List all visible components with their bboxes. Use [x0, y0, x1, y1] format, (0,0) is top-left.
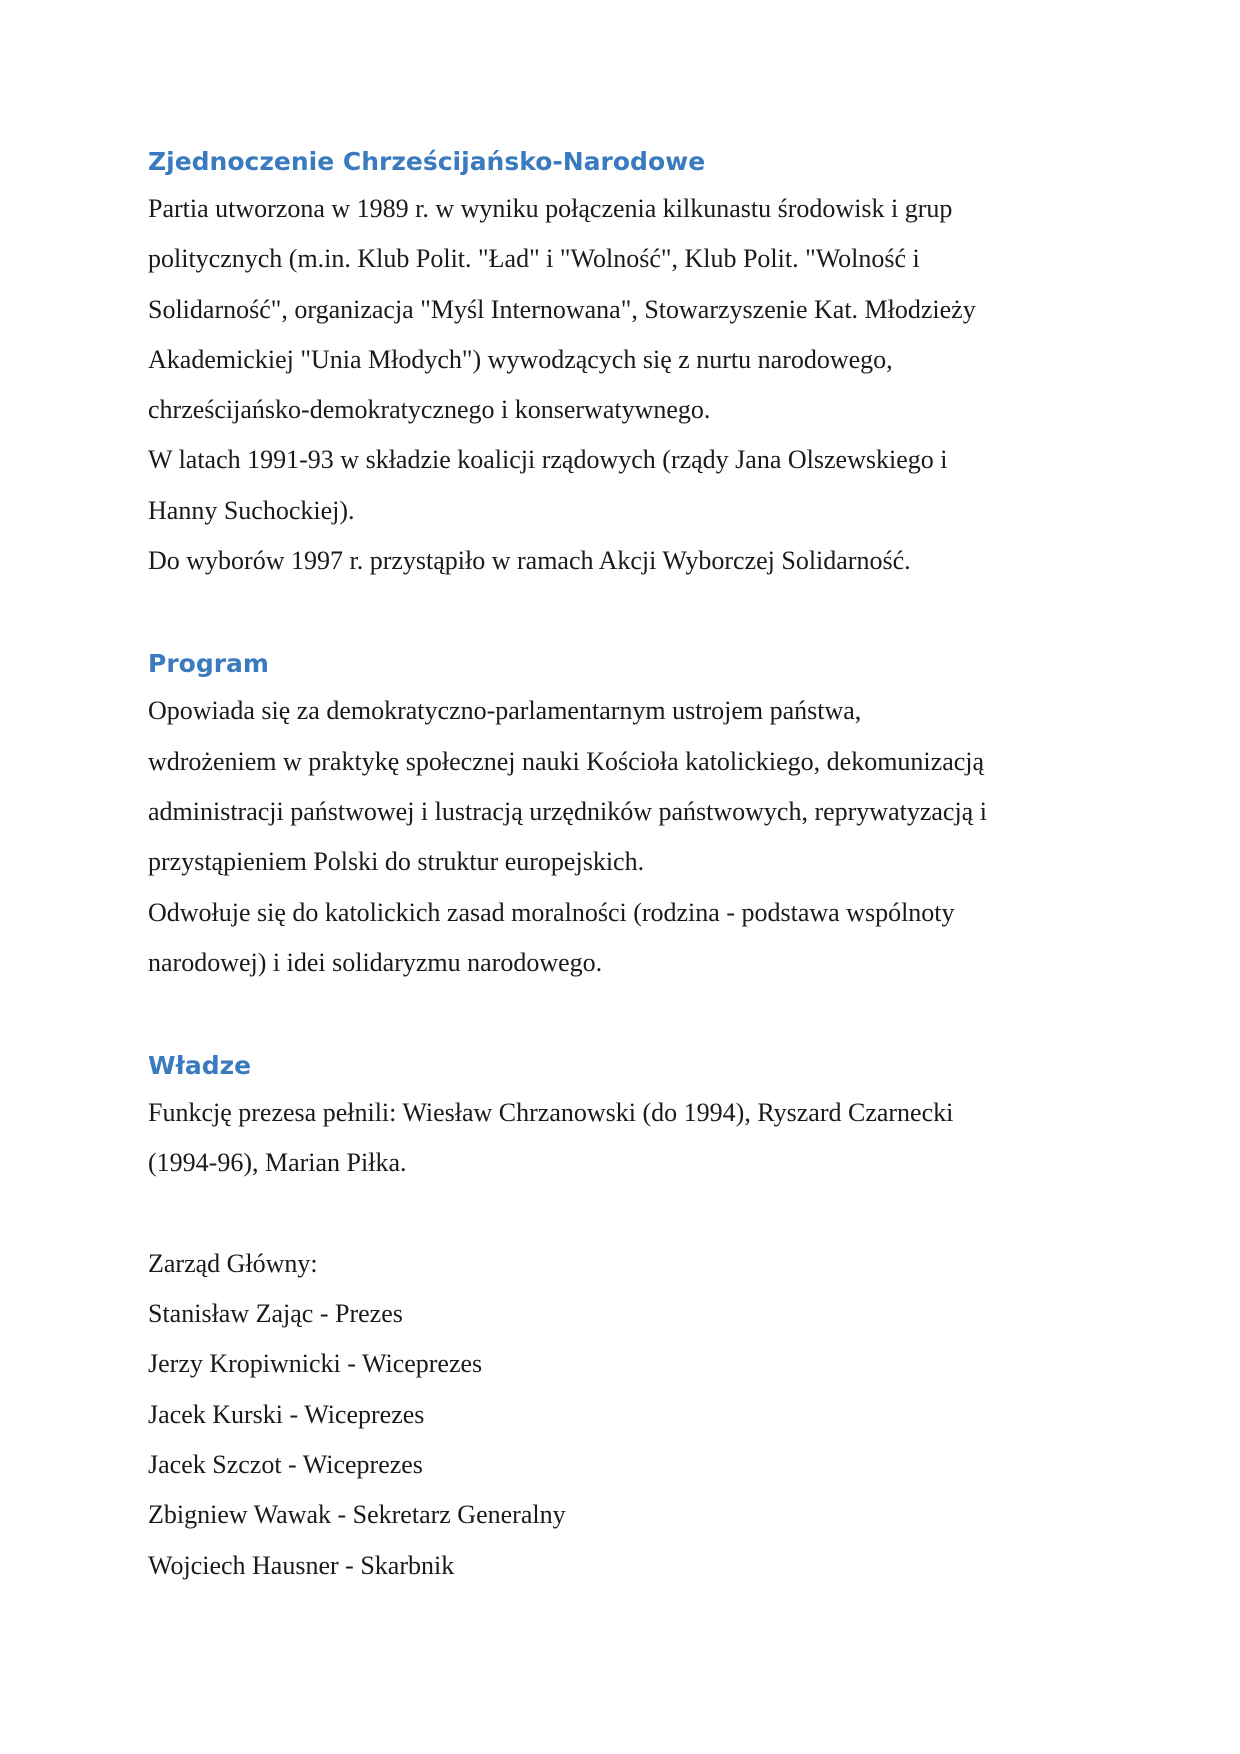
board-member: Jacek Kurski - Wiceprezes	[148, 1399, 425, 1429]
board-member: Jerzy Kropiwnicki - Wiceprezes	[148, 1349, 483, 1379]
text-line: przystąpieniem Polski do struktur europejskich.	[148, 847, 645, 877]
text-line: politycznych (m.in. Klub Polit. "Ład" i "Wolność", Klub Polit. "Wolność i	[148, 244, 920, 274]
text-line: narodowej) i idei solidaryzmu narodowego.	[148, 947, 603, 977]
board-member: Wojciech Hausner - Skarbnik	[148, 1550, 455, 1580]
document-page	[148, 140, 1108, 1591]
board-member: Jacek Szczot - Wiceprezes	[148, 1449, 423, 1479]
section-heading: Program	[148, 649, 269, 679]
section-party	[148, 140, 1108, 586]
text-line: Solidarność", organizacja "Myśl Internowana", Stowarzyszenie Kat. Młodzieży	[148, 294, 976, 324]
spacer	[148, 988, 1108, 1044]
text-line: administracji państwowej i lustracją urzędników państwowych, reprywatyzacją i	[148, 796, 987, 826]
text-line: wdrożeniem w praktykę społecznej nauki Kościoła katolickiego, dekomunizacją	[148, 746, 985, 776]
board-member: Stanisław Zając - Prezes	[148, 1299, 403, 1329]
text-line: Odwołuje się do katolickich zasad moralności (rodzina - podstawa wspólnoty	[148, 897, 955, 927]
text-line: Do wyborów 1997 r. przystąpiło w ramach Akcji Wyborczej Solidarność.	[148, 546, 911, 576]
text-line: W latach 1991-93 w składzie koalicji rządowych (rządy Jana Olszewskiego i	[148, 445, 948, 475]
text-line: (1994-96), Marian Piłka.	[148, 1148, 407, 1178]
text-line: chrześcijańsko-demokratycznego i konserwatywnego.	[148, 395, 711, 425]
section-heading: Zjednoczenie Chrześcijańsko-Narodowe	[148, 147, 706, 176]
section-heading: Władze	[148, 1051, 252, 1081]
board-title: Zarząd Główny:	[148, 1248, 318, 1278]
section-program	[148, 642, 1108, 988]
spacer	[148, 586, 1108, 642]
spacer	[148, 1189, 1108, 1239]
text-line: Funkcję prezesa pełnili: Wiesław Chrzanowski (do 1994), Ryszard Czarnecki	[148, 1098, 954, 1128]
board-member: Zbigniew Wawak - Sekretarz Generalny	[148, 1500, 566, 1530]
section-authorities	[148, 1044, 1108, 1591]
text-line: Partia utworzona w 1989 r. w wyniku połączenia kilkunastu środowisk i grup	[148, 194, 953, 223]
text-line: Opowiada się za demokratyczno-parlamentarnym ustrojem państwa,	[148, 696, 862, 726]
text-line: Hanny Suchockiej).	[148, 495, 355, 525]
text-line: Akademickiej "Unia Młodych") wywodzących się z nurtu narodowego,	[148, 344, 893, 374]
